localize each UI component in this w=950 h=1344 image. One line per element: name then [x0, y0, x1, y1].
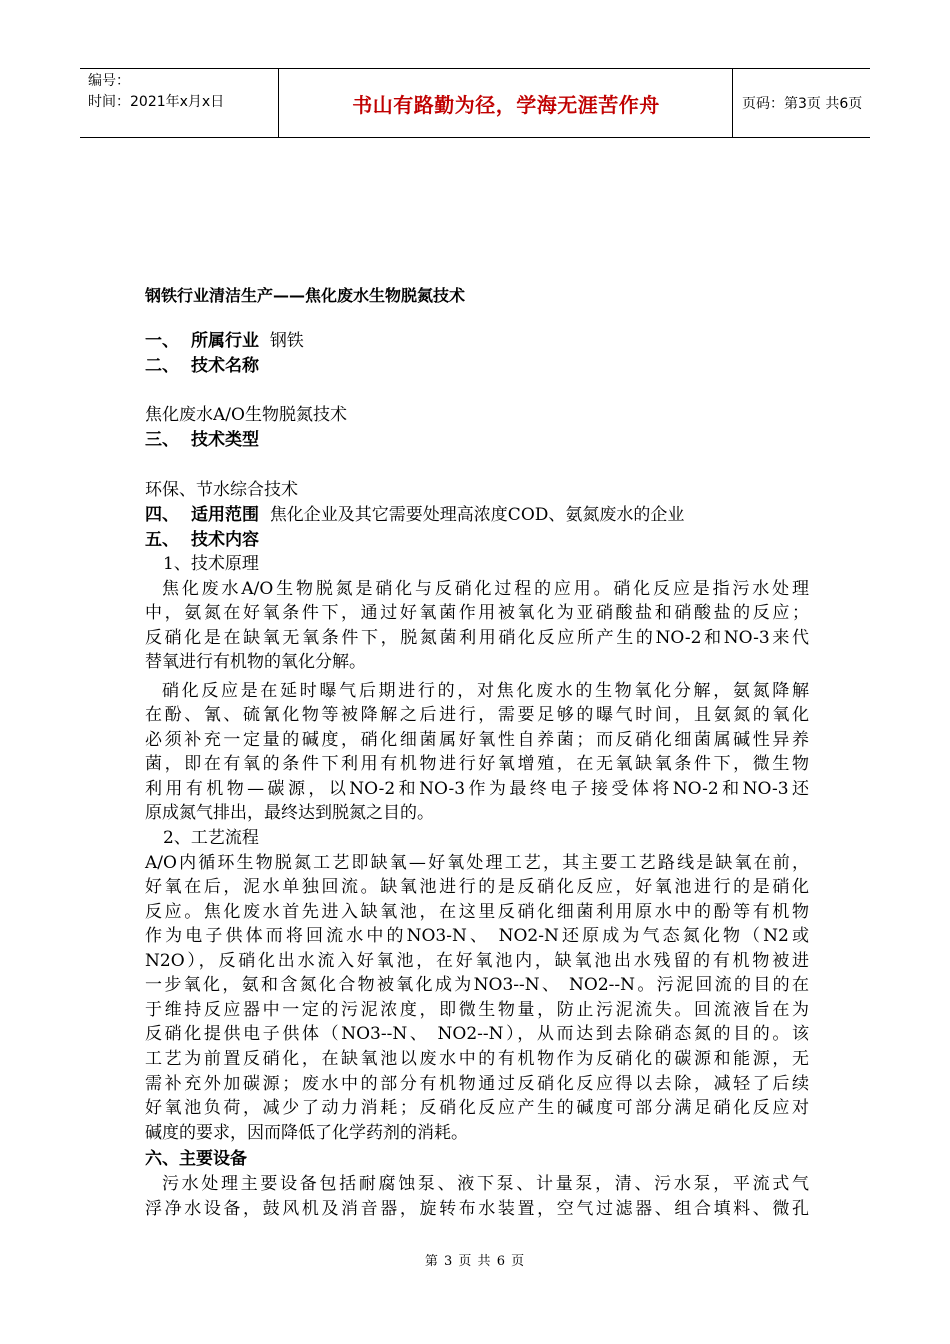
paragraph-line: 反硝化提供电子供体（NO3--N、 NO2--N），从而达到去除硝态氮的目的。该: [145, 1024, 809, 1044]
paragraph-line: 浮净水设备，鼓风机及消音器，旋转布水装置，空气过滤器、组合填料、微孔: [145, 1199, 809, 1219]
section-number: 一、: [145, 331, 179, 351]
section-industry: [145, 329, 809, 353]
section-heading: 技术类型: [191, 430, 259, 450]
section-equipment-heading: 六、主要设备: [145, 1149, 247, 1169]
paragraph-line: 焦化废水A/O生物脱氮是硝化与反硝化过程的应用。硝化反应是指污水处理: [162, 579, 809, 599]
section-heading: 所属行业: [191, 331, 259, 351]
paragraph-line: 原成氮气排出，最终达到脱氮之目的。: [145, 803, 434, 823]
paragraph-line: A/O内循环生物脱氮工艺即缺氧—好氧处理工艺，其主要工艺路线是缺氧在前，: [145, 853, 809, 873]
paragraph-line: 替氧进行有机物的氧化分解。: [145, 652, 366, 672]
header-divider: [278, 69, 279, 137]
number-label: 编号：: [88, 73, 130, 89]
paragraph-line: 硝化反应是在延时曝气后期进行的，对焦化废水的生物氧化分解，氨氮降解: [162, 681, 809, 701]
paragraph-line: 菌，即在有氧的条件下利用有机物进行好氧增殖，在无氧缺氧条件下，微生物: [145, 754, 809, 774]
paragraph-line: N2O），反硝化出水流入好氧池，在好氧池内，缺氧池出水残留的有机物被进: [145, 951, 809, 971]
paragraph-line: 碱度的要求，因而降低了化学药剂的消耗。: [145, 1123, 468, 1143]
paragraph-line: 好氧在后，泥水单独回流。缺氧池进行的是反硝化反应，好氧池进行的是硝化: [145, 877, 809, 897]
paragraph-line: 必须补充一定量的碱度，硝化细菌属好氧性自养菌；而反硝化细菌属碱性异养: [145, 730, 809, 750]
header-meta: [88, 71, 278, 113]
paragraph-line: 利用有机物—碳源，以NO-2和NO-3作为最终电子接受体将NO-2和NO-3还: [145, 779, 809, 799]
section-text: 环保、节水综合技术: [145, 480, 298, 500]
paragraph-line: 反应。焦化废水首先进入缺氧池，在这里反硝化细菌利用原水中的酚等有机物: [145, 902, 809, 922]
section-text: 焦化废水A/O生物脱氮技术: [145, 405, 347, 425]
section-number: 五、: [145, 530, 179, 550]
paragraph-line: 于维持反应器中一定的污泥浓度，即微生物量，防止污泥流失。回流液旨在为: [145, 1000, 809, 1020]
paragraph-line: 反硝化是在缺氧无氧条件下，脱氮菌利用硝化反应所产生的NO-2和NO-3来代: [145, 628, 809, 648]
time-label: 时间：2021年x月x日: [88, 94, 225, 110]
section-heading: 适用范围: [191, 505, 259, 525]
section-tech-name: [145, 354, 809, 378]
paragraph-line: 好氧池负荷，减少了动力消耗；反硝化反应产生的碱度可部分满足硝化反应对: [145, 1098, 809, 1118]
paragraph-line: 工艺为前置反硝化，在缺氧池以废水中的有机物作为反硝化的碳源和能源，无: [145, 1049, 809, 1069]
paragraph-line: 污水处理主要设备包括耐腐蚀泵、液下泵、计量泵，清、污水泵，平流式气: [162, 1174, 809, 1194]
page-label: 页码：第3页 共6页: [742, 96, 863, 112]
paragraph-line: 需补充外加碳源；废水中的部分有机物通过反硝化反应得以去除，减轻了后续: [145, 1074, 809, 1094]
page-header: [80, 68, 870, 138]
section-text: 钢铁: [269, 331, 304, 351]
document-title: 钢铁行业清洁生产——焦化废水生物脱氮技术: [145, 286, 466, 305]
section-number: 三、: [145, 430, 179, 450]
section-scope: [145, 503, 809, 527]
section-number: 四、: [145, 505, 179, 525]
section-content: [145, 528, 809, 552]
section-number: 二、: [145, 356, 179, 376]
section-heading: 技术名称: [191, 356, 259, 376]
paragraph-line: 中，氨氮在好氧条件下，通过好氧菌作用被氧化为亚硝酸盐和硝酸盐的反应；: [145, 603, 809, 623]
section-text: 焦化企业及其它需要处理高浓度COD、氨氮废水的企业: [269, 505, 685, 525]
paragraph-line: 作为电子供体而将回流水中的NO3-N、 NO2-N还原成为气态氮化物（N2或: [145, 926, 809, 946]
subheading-process: 2、工艺流程: [163, 828, 259, 848]
subheading-principle: 1、技术原理: [163, 554, 259, 574]
section-tech-type: [145, 428, 809, 452]
paragraph-line: 在酚、氰、硫氰化物等被降解之后进行，需要足够的曝气时间，且氨氮的氧化: [145, 705, 809, 725]
section-heading: 技术内容: [191, 530, 259, 550]
motto: 书山有路勤为径，学海无涯苦作舟: [352, 92, 660, 117]
paragraph-line: 一步氧化，氨和含氮化合物被氧化成为NO3--N、 NO2--N。污泥回流的目的在: [145, 975, 809, 995]
page-footer: 第 3 页 共 6 页: [424, 1254, 526, 1269]
header-divider: [732, 69, 733, 137]
